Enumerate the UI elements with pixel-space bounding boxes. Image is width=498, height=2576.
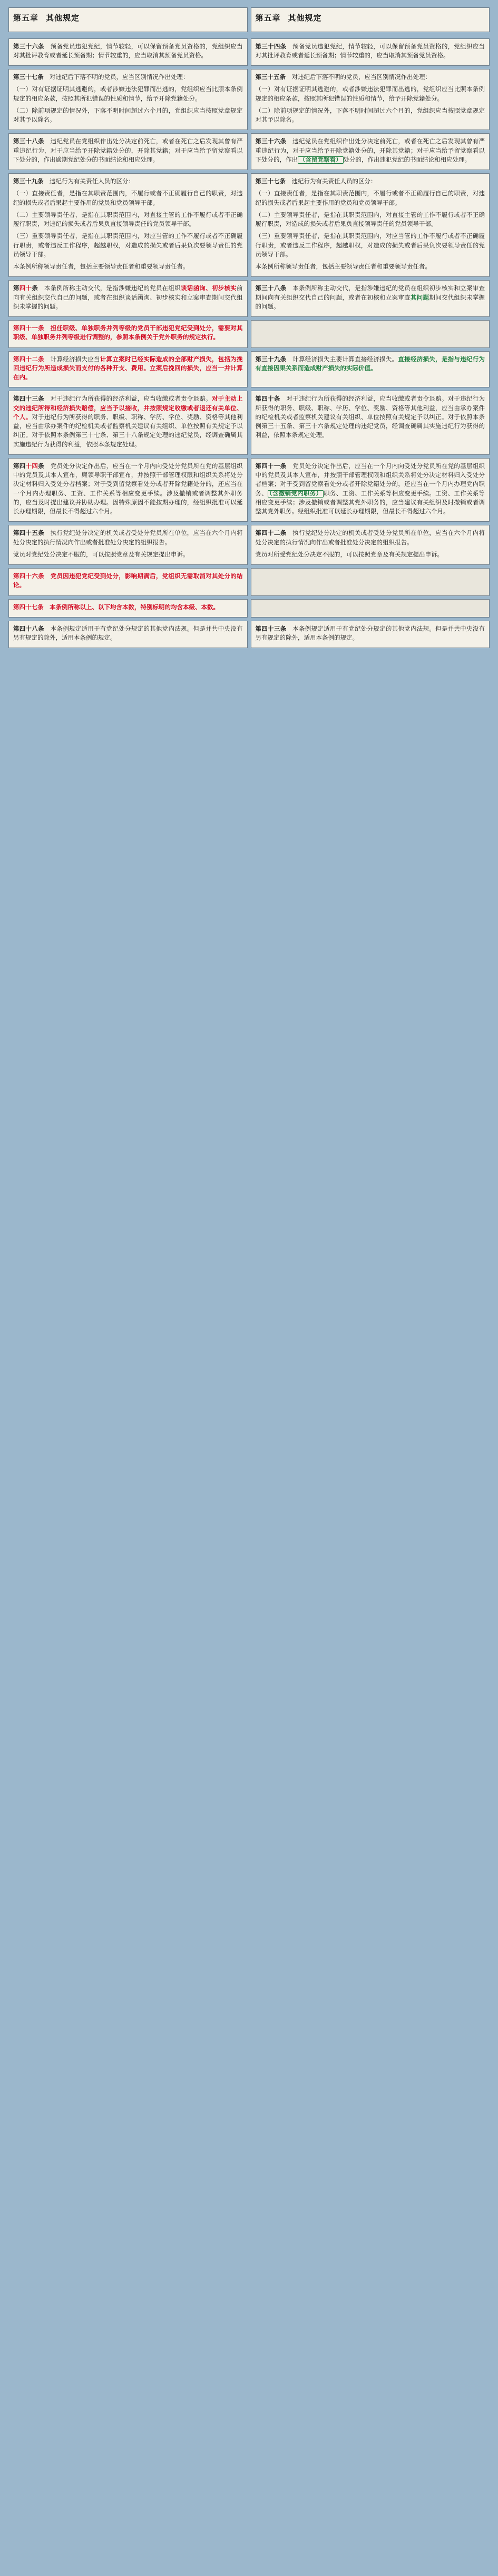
right-article-number: 第三十七条 (255, 178, 286, 185)
revised-text-red: 计算立案时已经实际造成的全部财产损失，包括为挽回违纪行为所造成损失而支付的各种开支、费用。立案后挽回的损失，应当一并计算在内。 (13, 356, 243, 381)
table-row (8, 525, 490, 565)
body-text: 对于依照本条例第三十七条、第三十八条规定处理的违纪党员，经调查确属其实施违纪行为获得的利益，依照本条规定处理。 (13, 432, 243, 448)
left-article-number: 第三十八条 (13, 138, 44, 145)
body-text: 本条例所称主动交代，是指涉嫌违纪的党员在组织初步核实和立案审查期间向有关组织交代自己的问题，或者在初核和立案审查 (255, 285, 485, 301)
left-chapter-heading (13, 12, 243, 27)
right-body-text: 对违纪后下落不明的党员，应当区别情况作出处理： (291, 74, 431, 81)
right-article-body (256, 177, 485, 186)
comparison-rows (5, 35, 493, 652)
left-article-cell (8, 525, 248, 565)
body-text: 工资、工作关系等相应变更手续；涉及撤销或者调整其党外职务的，应当建议有关组织及时撤销或者调整其党外职务。 (255, 490, 485, 515)
left-article-number: 第四十七条 (13, 604, 44, 611)
body-text: 对于违纪行为所获得的职务、职级、职称、学历、学位、奖励、资格等其他利益，应当由承办案件的纪检机关或者监察机关建议有关组织、单位按照有关规定予以纠正。 (255, 396, 485, 421)
right-article-cell (251, 525, 490, 565)
right-article-body (256, 284, 485, 312)
right-article-number: 第四十二条 (255, 530, 287, 537)
right-article-cell (251, 38, 490, 66)
left-article-cell (8, 280, 248, 317)
right-body-text: 本条例规定适用于有党纪处分规定的其他党内法规。但是并共中央没有另有规定的除外，适用本条例的规定。 (255, 625, 485, 641)
left-article-number: 第三十七条 (13, 74, 44, 81)
left-article-number: 第四十二条 (13, 356, 44, 363)
left-article-body (13, 324, 243, 343)
right-article-body (256, 625, 485, 643)
right-article-number: 第三十五条 (255, 74, 286, 81)
comparison-page (0, 0, 498, 660)
left-article-body (13, 529, 243, 548)
right-chapter-title: 其他规定 (288, 14, 322, 23)
table-row (8, 173, 490, 277)
table-row (8, 280, 490, 317)
table-row (8, 69, 490, 130)
right-article-body (256, 529, 485, 548)
right-article-number: 第三十八条 (255, 285, 287, 292)
table-row (8, 568, 490, 596)
right-article-body (256, 43, 485, 61)
right-article-cell (251, 568, 490, 596)
left-article-number: 第四十五条 (13, 530, 44, 537)
left-article-body (13, 43, 243, 61)
right-tail-paragraph: 本条例所称领导责任者，包括主要领导责任者和重要领导责任者。 (255, 264, 431, 270)
left-article-cell (8, 173, 248, 277)
body-text: 前向有关组织交代自己的问题，或者在组织谈话函询、初步核实和立案审查期间交代组织未掌握的问题。 (13, 285, 243, 310)
right-body-text: 预备党员违犯党纪，情节较轻，可以保留预备党员资格的，党组织应当对其批评教育或者延长预备期；情节较重的，应当取消其预备党员资格。 (255, 43, 485, 59)
right-article-cell (251, 458, 490, 522)
revised-text-red: 对于主动上交的违纪所得和经济损失赔偿，应当予以接收，并按照规定收缴或者退还有关单位、个人。 (13, 396, 243, 421)
body-text: 期间交代组织未掌握的问题。 (255, 294, 485, 310)
table-row (8, 391, 490, 455)
table-row (8, 599, 490, 618)
right-article-number: 第四十一条 (255, 463, 287, 470)
left-list-item: （三）重要领导责任者，是指在其职责范围内，对应当管的工作不履行或者不正确履行职责，或者违反工作程序，超越职权，对造成的损失或者后果负次要领导责任的党员领导干部。 (13, 233, 243, 258)
left-list-item: （一）直接责任者，是指在其职责范围内，不履行或者不正确履行自己的职责，对违纪的损失或者后果起主要作用的党员和党员领导干部。 (13, 191, 243, 206)
right-list-item: （二）除前项规定的情况外，下落不明时间超过六个月的，党组织应当按照党章规定对其予以除名。 (255, 107, 485, 123)
left-article-body (13, 572, 243, 591)
right-body-text: 执行党纪处分决定的机关或者受处分党员所在单位，应当在六个月内将处分决定的执行情况向作出或者批准处分决定的组织报告。 (255, 530, 485, 546)
left-article-body (13, 355, 243, 383)
body-text: 对于违纪行为所获得的职务、职级、职称、学历、学位、奖励、资格等其他利益，应当由承办案件的纪检机关或者监察机关建议有关组织、单位按照有关规定予以纠正。 (13, 414, 243, 439)
body-text: 对于依照本条例第三十五条、第三十六条规定处理的违纪党员，经调查确属其实施违纪行为获得的利益，依照本条规定处理。 (255, 414, 485, 439)
revised-text-red: 、初步核实 (206, 285, 237, 292)
left-list-item: （二）主要领导责任者，是指在其职责范围内，对直接主管的工作不履行或者不正确履行职责，对违纪的损失或者后果负直接领导责任的党员领导干部。 (13, 212, 243, 227)
right-article-body (256, 137, 485, 165)
left-article-number-revised: 十四 (25, 463, 38, 470)
right-highlight-box-green: （含留党察看） (298, 156, 344, 164)
right-body-text: 违纪行为有关责任人员的区分： (291, 178, 377, 185)
left-article-body (13, 625, 243, 643)
left-article-cell (8, 38, 248, 66)
right-chapter-heading (256, 12, 485, 27)
left-chapter-title: 其他规定 (46, 14, 80, 23)
left-article-body (13, 73, 243, 82)
left-list-item: （一）对有证据证明其逃避的，或者涉嫌违法犯罪而出逃的，党组织应当比照本条例规定的相应条款，按照其所犯错误的性质和情节，给予开除党籍处分。 (13, 86, 243, 102)
left-article-body (13, 177, 243, 186)
body-text: 因特殊原因不能按期办理的，经组织批准可以延长办理期限，但最长不得超过六个月。 (13, 499, 243, 515)
left-article-cell (8, 458, 248, 522)
right-article-body (256, 355, 485, 374)
left-article-body (13, 137, 243, 165)
left-article-cell (8, 391, 248, 455)
left-body-text: 对违纪后下落不明的党员，应当区别情况作出处理： (50, 74, 189, 81)
right-article-number: 第三十九条 (255, 356, 287, 363)
comparison-table (5, 4, 493, 35)
body-text: 党员处分决定作出后，应当在一个月内向受处分党员所在党的基层组织中的党员及其本人宣布，廉领导职干部宣布，并按照干部管理权限和组织关系将处分决定材料归入受处分者档案；对于受到留党察看处分或者开除党籍处分的，还应当在一个月内办理职务、工资、工作关系等相应变更手续。 (13, 463, 243, 497)
left-article-cell (8, 568, 248, 596)
left-body-text: 预备党员违犯党纪，情节较轻，可以保留预备党员资格的，党组织应当对其批评教育或者延长预备期；情节较重的，应当取消其预备党员资格。 (13, 43, 243, 59)
left-article-number: 第三十九条 (13, 178, 44, 185)
body-text: 本条例所称主动交代，是指涉嫌违纪的党员在组织 (44, 285, 181, 292)
left-column-heading-cell (8, 7, 248, 32)
left-body-text: 担任职级、单独职务并列等级的党员干部违犯党纪受到处分，需要对其职级、单独职务并列等级进行调整的，参照本条例关于党外职务的规定执行。 (13, 325, 243, 341)
right-body-text: 违纪党员在党组织作出处分决定前死亡，或者在死亡之后发现其曾有严重违纪行为，对于应当给予开除党籍处分的，开除其党籍；对于应当给予留党察看以下处分的，作出 (255, 138, 485, 163)
left-article-cell (8, 320, 248, 348)
body-text: 党员处分决定作出后，应当在一个月内向受处分党员所在党的基层组织中的党员及其本人宣布，并按照干部管理权限和组织关系将处分决定材料归入受处分者档案；对于受到留党察看处分或者开除党籍处分的，还应当在一个月内办理党内职务、 (255, 463, 485, 497)
table-row (8, 38, 490, 66)
comparison-body-table (5, 35, 493, 652)
table-row (8, 351, 490, 388)
left-body-text: 本条例规定适用于有党纪处分规定的其他党内法规。但是并共中央没有另有规定的除外，适用本条例的规定。 (13, 625, 243, 641)
left-article-cell (8, 351, 248, 388)
left-article-body (13, 603, 243, 612)
table-row (8, 133, 490, 170)
left-list-item: （二）除前项规定的情况外，下落不明时间超过六个月的，党组织应当按照党章规定对其予以除名。 (13, 107, 243, 123)
body-text: 对于违纪行为所获得的经济利益，应当收缴或者责令退赔。 (50, 396, 212, 403)
right-column-heading-cell (251, 7, 490, 32)
table-row (8, 621, 490, 649)
revised-text-red: 谈话函询 (181, 285, 206, 292)
body-text: 对于违纪行为所获得的经济利益，应当收缴或者责令退赔。 (286, 396, 448, 403)
right-article-number: 第四十条 (255, 396, 280, 403)
right-article-number: 第四十三条 (255, 625, 287, 632)
body-text: 职务、工资、工作关系等相应变更手续。 (324, 490, 436, 497)
right-article-cell (251, 69, 490, 130)
body-text: 计算经济损失应当 (50, 356, 100, 363)
right-article-cell (251, 173, 490, 277)
right-article-number: 第三十六条 (255, 138, 287, 145)
revised-text-green: 直接经济损失，是指与违纪行为有直接因果关系而造成财产损失的实际价值。 (255, 356, 485, 372)
table-row (8, 320, 490, 348)
right-article-body (256, 73, 485, 82)
right-article-cell (251, 280, 490, 317)
right-article-cell (251, 621, 490, 649)
left-article-body (13, 284, 243, 312)
right-article-cell (251, 351, 490, 388)
revised-text-green: 其问题 (410, 294, 429, 301)
left-article-cell (8, 621, 248, 649)
right-list-item: （三）重要领导责任者，是指在其职责范围内，对应当管的工作不履行或者不正确履行职责，或者违反工作程序，超越职权，对造成的损失或者后果负次要领导责任的党员领导干部。 (255, 233, 485, 258)
highlight-box-green: （含撤销党内职务） (268, 490, 324, 498)
body-text: 经组织批准可以延长办理期限，但最长不得超过六个月。 (298, 509, 450, 515)
left-article-number: 第四十条 (13, 285, 38, 292)
right-chapter-number: 第五章 (255, 14, 281, 23)
right-list-item: （二）主要领导责任者，是指在其职责范围内，对直接主管的工作不履行或者不正确履行职责，对造成的损失或者后果负直接领导责任的党员领导干部。 (255, 212, 485, 227)
body-text: 计算经济损失主要计算直接经济损失。 (292, 356, 398, 363)
left-body-text: 执行党纪处分决定的机关或者受处分党员所在单位，应当在六个月内将处分决定的执行情况向作出或者批准处分决定的组织报告。 (13, 530, 243, 546)
left-article-body (13, 395, 243, 450)
right-article-body (256, 462, 485, 517)
left-article-cell (8, 599, 248, 618)
table-row (8, 458, 490, 522)
left-chapter-number: 第五章 (13, 14, 39, 23)
left-article-number: 第四十一条 (13, 325, 44, 332)
left-article-number: 第四十八条 (13, 625, 44, 632)
left-paragraph: 党员对党纪处分决定不服的，可以按照党章及有关规定提出申诉。 (13, 551, 189, 558)
body-text: 涉及撤销或者调整其外职务的，应当及时提出建议并协助办理。 (13, 490, 243, 506)
right-list-item: （一）直接责任者，是指在其职责范围内，不履行或者不正确履行自己的职责，对违纪的损失或者后果起主要作用的党员和党员领导干部。 (255, 191, 485, 206)
left-body-text: 违纪党员在党组织作出处分决定前死亡，或者在死亡之后发现其曾有严重违纪行为，对于应当给予开除党籍处分的，开除其党籍；对于应当给予留党察看以下处分的，作出逾期党纪处分的书面结论和相应处理。 (13, 138, 243, 163)
left-body-text: 违纪行为有关责任人员的区分： (50, 178, 134, 185)
left-article-number-revised: 四十 (19, 285, 32, 292)
left-body-text: 本条例所称以上、以下均含本数，特别标明的均含本级、本数。 (50, 604, 219, 611)
table-header-row (8, 7, 490, 32)
right-paragraph: 党员对所受党纪处分决定不服的，可以按照党章及有关规定提出申诉。 (255, 551, 443, 558)
right-list-item: （一）对有证据证明其逃避的，或者涉嫌违法犯罪而出逃的，党组织应当比照本条例规定的相应条款，按照其所犯错误的性质和情节，给予开除党籍处分。 (255, 86, 485, 102)
left-article-number: 第四十三条 (13, 396, 44, 403)
left-body-text: 党员因违犯党纪受到处分，影响期满后，党组织无需取消对其处分的结论。 (13, 573, 243, 589)
right-article-cell (251, 599, 490, 618)
left-article-cell (8, 69, 248, 130)
left-article-number: 第四十六条 (13, 573, 44, 580)
right-article-cell (251, 320, 490, 348)
left-tail-paragraph: 本条例所称领导责任者，包括主要领导责任者和重要领导责任者。 (13, 264, 189, 270)
left-article-number: 第三十六条 (13, 43, 44, 50)
right-article-cell (251, 391, 490, 455)
left-article-body (13, 462, 243, 517)
right-article-body (256, 395, 485, 440)
left-article-number: 第四十四条 (13, 463, 44, 470)
left-article-cell (8, 133, 248, 170)
right-body-text-tail: 处分的，作出违犯党纪的书面结论和相应处理。 (343, 156, 471, 163)
right-article-cell (251, 133, 490, 170)
right-article-number: 第三十四条 (255, 43, 287, 50)
